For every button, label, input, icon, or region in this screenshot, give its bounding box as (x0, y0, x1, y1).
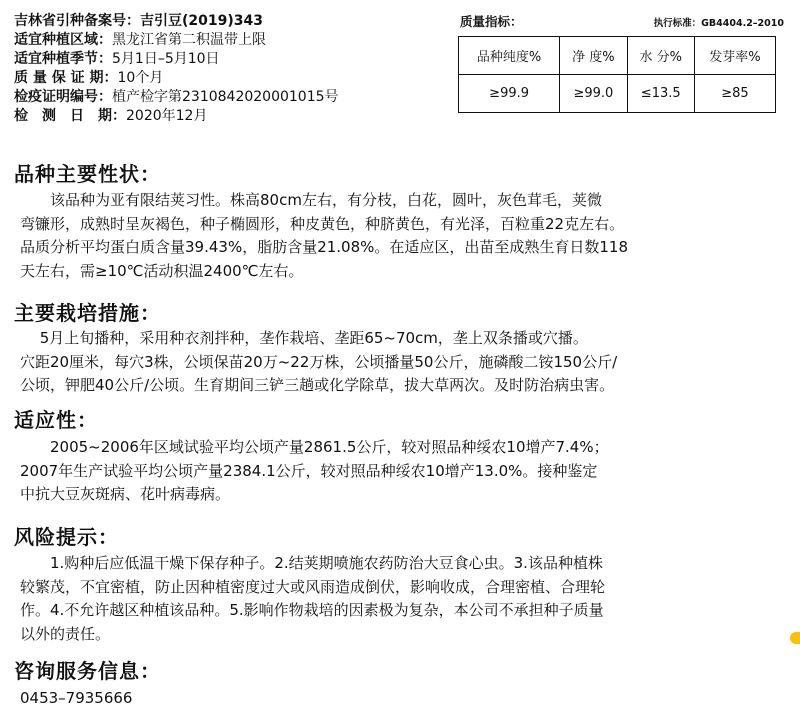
quality-table (458, 36, 776, 113)
paragraph-line: 较繁茂，不宜密植，防止因种植密度过大或风雨造成倒伏，影响收成，合理密植、合理轮 (20, 577, 606, 596)
quality-header-cell: 发芽率% (694, 37, 775, 75)
info-label: 适宜种植区域： (14, 32, 112, 48)
paragraph-line: 1.购种后应低温干燥下保存种子。2.结荚期喷施农药防治大豆食心虫。3.该品种植株 (20, 554, 603, 572)
paragraph-line: 品质分析平均蛋白质含量39.43%，脂肪含量21.08%。在适应区，出苗至成熟生育日数118 (20, 238, 629, 256)
info-row-region (14, 31, 444, 50)
info-value: 吉引豆(2019)343 (140, 13, 263, 29)
paragraph-line: 以外的责任。 (20, 624, 111, 643)
paragraph-line: 该品种为亚有限结荚习性。株高80cm左右，有分枝，白花，圆叶，灰色茸毛，荚微 (20, 191, 602, 209)
quality-value-cell: ≥85 (694, 75, 775, 113)
quality-table-value-row (459, 75, 776, 113)
info-row-season (14, 50, 444, 69)
info-label: 适宜种植季节： (14, 51, 112, 67)
section-title-consulting: 咨询服务信息： (14, 659, 161, 683)
quality-standard: 执行标准：GB4404.2–2010 (653, 18, 784, 29)
paragraph-line: 2007年生产试验平均公顷产量2384.1公斤，较对照品种绥农10增产13.0%。接种鉴定 (20, 461, 598, 480)
paragraph-line: 天左右，需≥10℃活动积温2400℃左右。 (20, 261, 304, 280)
info-value: 10个月 (117, 70, 164, 86)
info-label: 检 测 日 期： (14, 108, 126, 124)
info-row-quarantine (14, 88, 444, 107)
quality-value-cell: ≤13.5 (627, 75, 694, 113)
paragraph-line: 5月上旬播种，采用种衣剂拌种，垄作栽培、垄距65~70cm，垄上双条播或穴播。 (20, 329, 588, 347)
section-body-cultivation (20, 327, 796, 398)
info-value: 黑龙江省第二积温带上限 (112, 32, 266, 48)
quality-table-header-row (459, 37, 776, 75)
paragraph-line: 弯镰形，成熟时呈灰褐色，种子椭圆形，种皮黄色，种脐黄色，有光泽，百粒重22克左右。 (20, 214, 625, 233)
quality-title: 质量指标： (460, 14, 523, 29)
info-row-test-date (14, 107, 444, 126)
section-title-cultivation: 主要栽培措施： (14, 301, 161, 325)
section-body-adaptability (20, 436, 796, 507)
quality-header (456, 12, 786, 36)
quality-header-cell: 净 度% (560, 37, 627, 75)
quality-indicators (456, 12, 786, 113)
info-value: 植产检字第2310842020001015号 (112, 89, 339, 105)
paragraph-line: 穴距20厘米，每穴3株，公顷保苗20万~22万株，公顷播量50公斤，施磷酸二铵150公斤/ (20, 352, 618, 371)
paragraph-line: 公顷，钾肥40公斤/公顷。生育期间三铲三趟或化学除草，拔大草两次。及时防治病虫害。 (20, 376, 615, 394)
yellow-corner-decoration (790, 632, 800, 644)
info-row-record-number (14, 12, 444, 31)
quality-header-cell: 品种纯度% (459, 37, 560, 75)
quality-header-cell: 水 分% (627, 37, 694, 75)
info-label: 吉林省引种备案号： (14, 13, 140, 29)
info-value: 5月1日–5月10日 (112, 51, 220, 67)
info-row-shelf-life (14, 69, 444, 88)
section-title-traits: 品种主要性状： (14, 162, 161, 186)
paragraph-line: 2005~2006年区域试验平均公顷产量2861.5公斤，较对照品种绥农10增产7.4%； (20, 438, 609, 456)
section-title-risk: 风险提示： (14, 525, 119, 549)
seed-info-block (14, 12, 444, 126)
section-body-risk (20, 552, 796, 646)
section-title-adaptability: 适应性： (14, 408, 98, 432)
info-label: 检疫证明编号： (14, 89, 112, 105)
section-body-traits (20, 189, 796, 283)
info-value: 2020年12月 (126, 108, 208, 124)
paragraph-line: 中抗大豆灰斑病、花叶病毒病。 (20, 485, 231, 503)
quality-value-cell: ≥99.0 (560, 75, 627, 113)
quality-value-cell: ≥99.9 (459, 75, 560, 113)
phone-number: 0453–7935666 (20, 689, 133, 707)
info-label: 质 量 保 证 期： (14, 70, 118, 86)
paragraph-line: 作。4.不允许越区种植该品种。5.影响作物栽培的因素极为复杂，本公司不承担种子质量 (20, 601, 604, 619)
